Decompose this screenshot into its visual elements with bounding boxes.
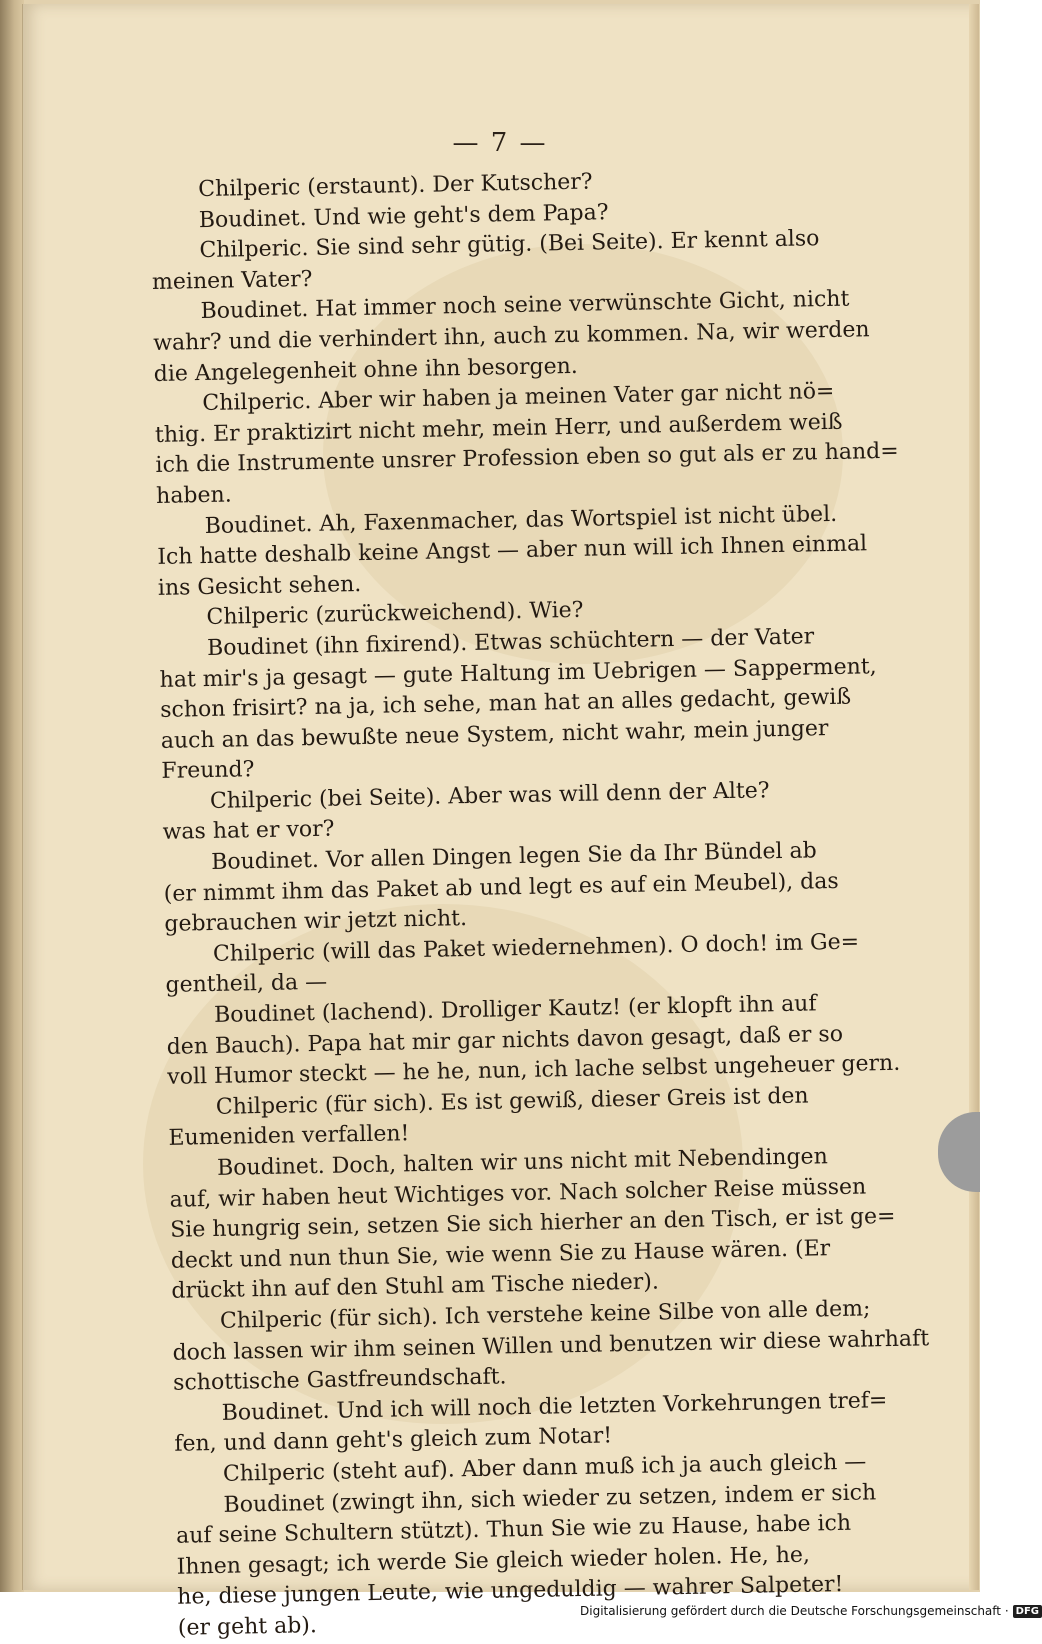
page-number: — 7 — (452, 128, 548, 158)
text-line: ich die Instrumente unsrer Profession eben so gut als er zu hand= (155, 439, 899, 479)
text-line: Chilperic (erstaunt). Der Kutscher? (198, 169, 593, 203)
text-line: Freund? (161, 757, 255, 785)
text-line: Chilperic (steht auf). Aber dann muß ich ja auch gleich — (222, 1449, 867, 1487)
text-line: Chilperic (für sich). Es ist gewiß, dieser Greis ist den (215, 1083, 809, 1120)
text-line: Chilperic (will das Paket wiedernehmen). O doch! im Ge= (212, 929, 860, 967)
text-line: (er geht ab). (177, 1612, 318, 1641)
text-line: Boudinet. Vor allen Dingen legen Sie da Ihr Bündel ab (210, 838, 817, 876)
text-line: fen, und dann geht's gleich zum Notar! (174, 1423, 613, 1458)
text-line: Boudinet. Doch, halten wir uns nicht mit Nebendingen (216, 1144, 828, 1181)
text-line: he, diese jungen Leute, wie ungeduldig — wahrer Salpeter! (177, 1572, 844, 1611)
text-line: gebrauchen wir jetzt nicht. (164, 906, 468, 938)
text-line: Chilperic. Aber wir haben ja meinen Vater gar nicht nö= (202, 379, 835, 417)
text-line: Sie hungrig sein, setzen Sie sich hierher an den Tisch, er ist ge= (170, 1204, 896, 1243)
text-line: Boudinet. Hat immer noch seine verwünschte Gicht, nicht (200, 286, 850, 325)
text-line: drückt ihn auf den Stuhl am Tische nieder). (171, 1269, 660, 1305)
credit-text: Digitalisierung gefördert durch die Deutsche Forschungsgemeinschaft · (580, 1604, 1009, 1618)
text-line: den Bauch). Papa hat mir gar nichts davon gesagt, daß er so (166, 1021, 844, 1060)
digitization-credit (580, 1602, 1042, 1620)
text-line: wahr? und die verhindert ihn, auch zu kommen. Na, wir werden (152, 317, 870, 356)
text-line: doch lassen wir ihm seinen Willen und benutzen wir diese wahrhaft (172, 1325, 930, 1366)
text-line: Chilperic (zurückweichend). Wie? (206, 598, 584, 631)
text-line: gentheil, da — (165, 970, 328, 999)
text-line: Boudinet. Ah, Faxenmacher, das Wortspiel ist nicht übel. (204, 501, 838, 539)
text-line: Ihnen gesagt; ich werde Sie gleich wieder holen. He, he, (176, 1542, 811, 1580)
text-line: Boudinet (zwingt ihn, sich wieder zu setzen, indem er sich (223, 1479, 877, 1518)
text-line: auf, wir haben heut Wichtiges vor. Nach solcher Reise müssen (169, 1174, 867, 1213)
book-spine (0, 0, 24, 1592)
text-line: haben. (155, 482, 232, 509)
text-line: voll Humor steckt — he he, nun, ich lache selbst ungeheuer gern. (167, 1050, 901, 1091)
text-line: Ich hatte deshalb keine Angst — aber nun will ich Ihnen einmal (157, 531, 868, 571)
text-line: Chilperic. Sie sind sehr gütig. (Bei Seite). Er kennt also (199, 226, 820, 264)
text-line: Chilperic (für sich). Ich verstehe keine Silbe von alle dem; (219, 1296, 871, 1334)
text-line: hat mir's ja gesagt — gute Haltung im Uebrigen — Sapperment, (159, 653, 877, 693)
text-line: Eumeniden verfallen! (168, 1121, 410, 1152)
dfg-logo: DFG (1013, 1605, 1042, 1618)
text-line: (er nimmt ihm das Paket ab und legt es auf ein Meubel), das (163, 868, 839, 907)
text-line: die Angelegenheit ohne ihn besorgen. (153, 353, 579, 387)
drama-text (150, 163, 930, 1644)
text-line: ins Gesicht sehen. (157, 571, 362, 601)
text-line: Boudinet. Und wie geht's dem Papa? (198, 199, 609, 233)
text-line: schottische Gastfreundschaft. (172, 1364, 507, 1396)
text-line: Boudinet (ihn fixirend). Etwas schüchtern — der Vater (206, 624, 815, 661)
text-line: deckt und nun thun Sie, wie wenn Sie zu Hause wären. (Er (170, 1235, 831, 1274)
text-line: schon frisirt? na ja, ich sehe, man hat an alles gedacht, gewiß (160, 684, 852, 723)
text-line: Boudinet (lachend). Drolliger Kautz! (er klopft ihn auf (213, 991, 817, 1028)
text-line: was hat er vor? (162, 817, 335, 846)
page-edge (969, 4, 979, 1590)
text-line: auf seine Schultern stützt). Thun Sie wie zu Hause, habe ich (175, 1510, 852, 1549)
text-line: auch an das bewußte neue System, nicht wahr, mein junger (160, 715, 829, 754)
text-line: meinen Vater? (151, 266, 313, 295)
text-line: thig. Er praktizirt nicht mehr, mein Herr, und außerdem weiß (154, 409, 843, 448)
text-line: Chilperic (bei Seite). Aber was will denn der Alte? (209, 778, 770, 814)
text-line: Boudinet. Und ich will noch die letzten Vorkehrungen tref= (221, 1387, 888, 1426)
